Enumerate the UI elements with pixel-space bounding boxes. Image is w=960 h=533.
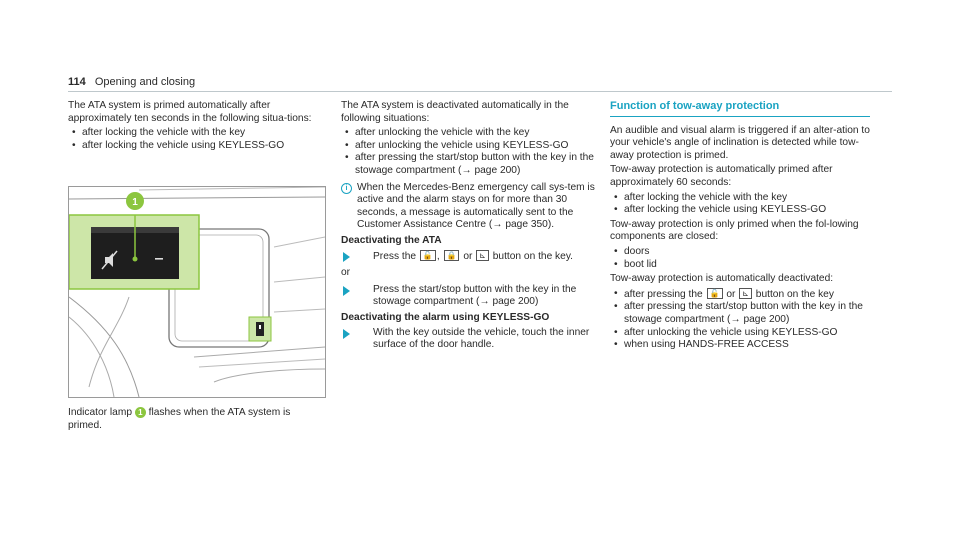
list-item: • when using HANDS-FREE ACCESS: [610, 339, 870, 352]
ata-deactivated-list: [341, 127, 596, 177]
list-item: • after locking the vehicle using KEYLESS-GO: [610, 204, 870, 217]
figure-caption: [68, 407, 324, 432]
ata-primed-list: [68, 127, 323, 152]
list-item: • after pressing the start/stop button with the key in the stowage compartment (→ page 200): [341, 152, 596, 177]
item-text: button on the key: [752, 288, 834, 300]
list-item: • after pressing the start/stop button with the key in the stowage compartment (→ page 200): [610, 301, 870, 326]
step-3: [341, 327, 596, 352]
list-item: • after unlocking the vehicle using KEYLESS-GO: [341, 140, 596, 153]
caption-text: flashes when the ATA system is primed.: [68, 407, 291, 431]
ata-primed-intro: The ATA system is primed automatically after approximately ten seconds in the following situa-tions:: [68, 100, 312, 124]
step-1: [341, 250, 596, 264]
ata-deactivated-intro: The ATA system is deactivated automatically in the following situations:: [341, 100, 569, 124]
heading-deactivating-ata: Deactivating the ATA: [341, 234, 442, 246]
info-icon: i: [341, 183, 352, 194]
list-item: • boot lid: [610, 259, 870, 272]
list-item: • after unlocking the vehicle with the key: [341, 127, 596, 140]
lock-icon: 🔒: [444, 250, 460, 261]
page-header: [68, 76, 195, 88]
callout-1: 1: [132, 197, 138, 208]
deactivated-list: [610, 288, 870, 352]
section-title: Function of tow-away protection: [610, 100, 870, 117]
step-text: With the key outside the vehicle, touch the inner surface of the door handle.: [373, 326, 590, 351]
item-text: or: [723, 288, 739, 300]
column-3: [610, 100, 870, 354]
paragraph: Tow-away protection is automatically deactivated:: [610, 273, 834, 285]
step-text: Press the start/stop button with the key in the stowage compartment (→ page 200): [373, 283, 577, 308]
info-note: [341, 182, 596, 232]
step-arrow-icon: [343, 286, 350, 296]
paragraph: An audible and visual alarm is triggered if an alter-ation to your vehicle's angle of inclination is detected while tow-away protection is primed.: [610, 124, 870, 161]
components-list: [610, 246, 870, 271]
item-text: after pressing the: [624, 288, 706, 300]
list-item: • after unlocking the vehicle using KEYLESS-GO: [610, 327, 870, 340]
step-arrow-icon: [343, 329, 350, 339]
step-2: [341, 284, 596, 309]
dashboard-figure: [68, 186, 326, 398]
column-1: [68, 100, 323, 154]
list-item: • after locking the vehicle with the key: [68, 127, 323, 140]
column-2: [341, 100, 596, 354]
step-text: ,: [436, 250, 443, 262]
note-text: When the Mercedes-Benz emergency call sys-tem is active and the alarm stays on for more than 30 seconds, a message is automatically sent to the Customer Assistance Centre (→ page 350).: [357, 181, 595, 231]
step-text: button on the key.: [489, 250, 573, 262]
boot-lid-icon: ⊾: [739, 288, 752, 299]
unlock-icon: 🔓: [707, 288, 723, 299]
page-number: 114: [68, 76, 86, 88]
step-arrow-icon: [343, 252, 350, 262]
step-text: or: [460, 250, 476, 262]
paragraph: Tow-away protection is automatically primed after approximately 60 seconds:: [610, 164, 833, 188]
list-item: • after locking the vehicle using KEYLESS-GO: [68, 140, 323, 153]
list-item: [610, 288, 870, 302]
dashboard-illustration: [69, 187, 325, 397]
list-item: • after locking the vehicle with the key: [610, 192, 870, 205]
chapter-title: Opening and closing: [94, 76, 196, 88]
heading-deactivating-alarm: Deactivating the alarm using KEYLESS-GO: [341, 311, 550, 323]
list-item: • doors: [610, 246, 870, 259]
caption-text: Indicator lamp: [68, 407, 135, 418]
paragraph: Tow-away protection is only primed when the fol-lowing components are closed:: [610, 218, 859, 243]
header-rule: [68, 91, 892, 92]
primed-list: [610, 192, 870, 217]
unlock-icon: 🔓: [420, 250, 436, 261]
step-text: Press the: [373, 250, 419, 262]
or-text: or: [341, 267, 351, 279]
boot-lid-icon: ⊾: [476, 250, 489, 261]
callout-badge: 1: [135, 407, 146, 418]
